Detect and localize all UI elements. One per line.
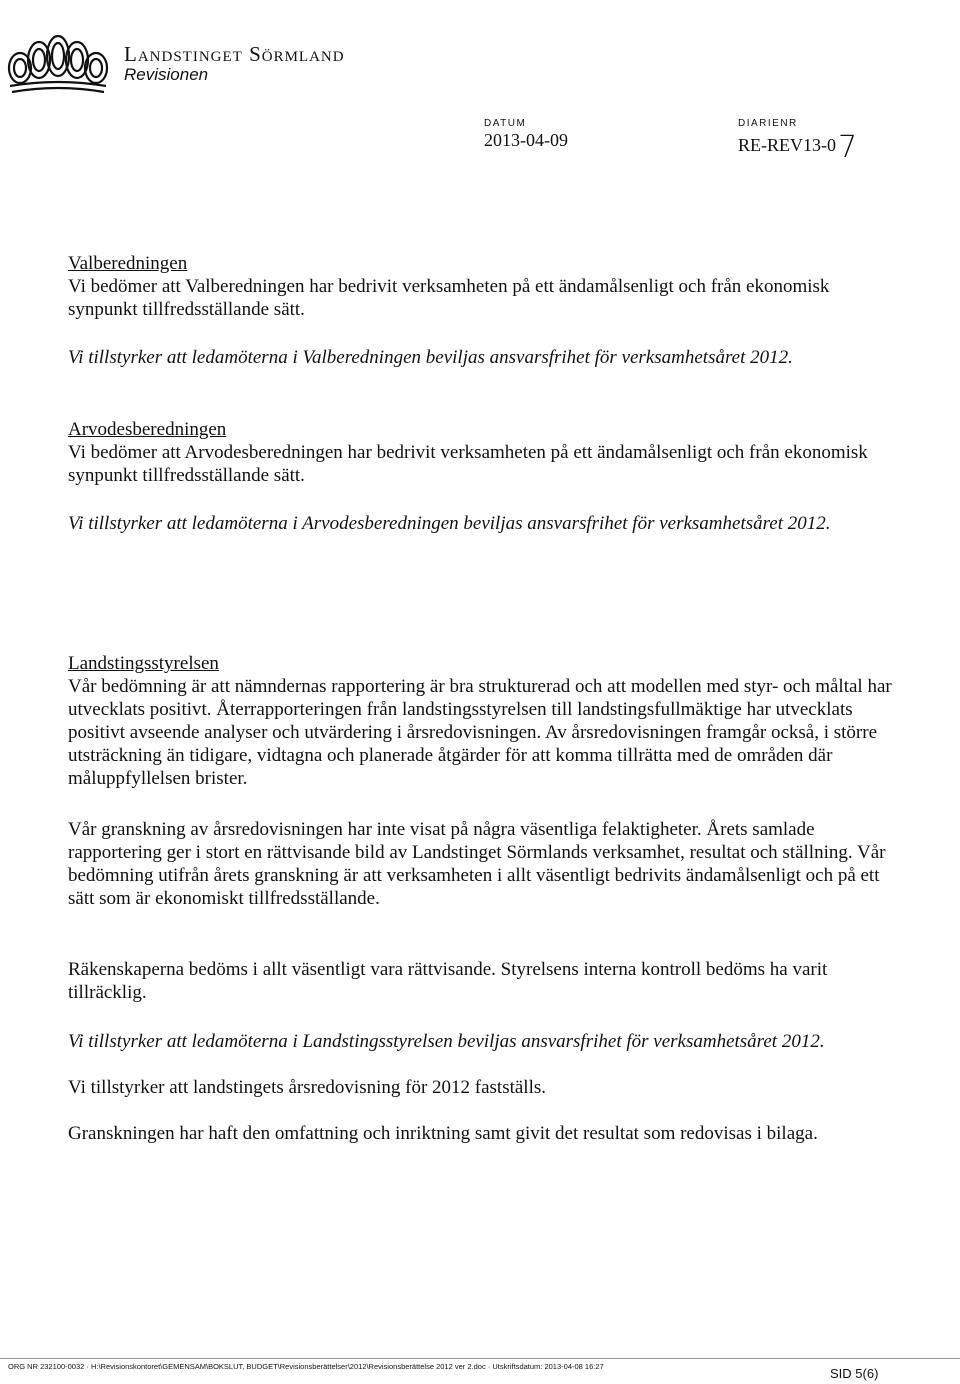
section-heading: Arvodesberedningen	[68, 419, 227, 440]
date-value: 2013-04-09	[484, 130, 568, 150]
diarie-value: RE-REV13-0	[738, 135, 836, 155]
section-body: Vi bedömer att Arvodesberedningen har bedrivit verksamheten på ett ändamålsenligt och från ekonomisk synpunkt tillfredsställande sätt.	[68, 442, 868, 486]
page-number: SID 5(6)	[830, 1366, 879, 1381]
section-body: Vår bedömning är att nämndernas rapportering är bra strukturerad och att modellen med styr- och måltal har utvecklats positivt. Återrapporteringen från landstingsstyrelsen till landstingsfullmäktige har utvecklats positivt avseende analyser och utvärdering i årsredovisningen. Av årsredovisningen framgår också, i större utsträckning än tidigare, vidtagna och planerade åtgärder för att komma tillrätta med de områden där måluppfyllelsen brister.	[68, 676, 892, 789]
section-valberedningen	[68, 252, 898, 321]
diarie-label: DIARIENR	[738, 118, 798, 129]
section-heading: Landstingsstyrelsen	[68, 653, 219, 674]
section-recommendation: Vi tillstyrker att ledamöterna i Arvodesberedningen beviljas ansvarsfrihet för verksamhetsåret 2012.	[68, 513, 831, 534]
paragraph-granskning: Vår granskning av årsredovisningen har inte visat på några väsentliga felaktigheter. Årets samlade rapportering ger i stort en rättvisande bild av Landstinget Sörmlands verksamhet, resultat och ställning. Vår bedömning utifrån årets granskning är att verksamheten i allt väsentligt bedrivits ändamålsenligt och på ett sätt som är ekonomiskt tillfredsställande.	[68, 819, 886, 909]
recommendation-landstingsstyrelsen: Vi tillstyrker att ledamöterna i Landstingsstyrelsen beviljas ansvarsfrihet för verksamhetsåret 2012.	[68, 1031, 825, 1052]
paragraph-faststalls: Vi tillstyrker att landstingets årsredovisning för 2012 fastställs.	[68, 1077, 547, 1098]
organization-name: Landstinget Sörmland	[124, 42, 345, 66]
organization-department: Revisionen	[124, 65, 209, 84]
section-arvodesberedningen	[68, 418, 898, 487]
footer-divider	[0, 1358, 960, 1359]
section-recommendation: Vi tillstyrker att ledamöterna i Valberedningen beviljas ansvarsfrihet för verksamhetsåret 2012.	[68, 347, 793, 368]
paragraph-rakenskaper: Räkenskaperna bedöms i allt väsentligt vara rättvisande. Styrelsens interna kontroll bedöms ha varit tillräcklig.	[68, 959, 828, 1003]
section-heading: Valberedningen	[68, 253, 188, 274]
paragraph-omfattning: Granskningen har haft den omfattning och inriktning samt givit det resultat som redovisas i bilaga.	[68, 1123, 818, 1144]
diarie-number	[738, 130, 857, 165]
diarie-handwritten-suffix: 7	[838, 130, 858, 165]
date-label: DATUM	[484, 118, 527, 129]
footer-path: ORG NR 232100-0032 · H:\Revisionskontoret\GEMENSAM\BOKSLUT, BUDGET\Revisionsberättelser\2012\Revisionsberättelse 2012 ver 2.doc · Utskriftsdatum: 2013-04-08 16:27	[8, 1362, 604, 1371]
section-landstingsstyrelsen	[68, 652, 898, 790]
landstinget-logo	[6, 30, 110, 96]
section-body: Vi bedömer att Valberedningen har bedrivit verksamheten på ett ändamålsenligt och från ekonomisk synpunkt tillfredsställande sätt.	[68, 276, 830, 320]
